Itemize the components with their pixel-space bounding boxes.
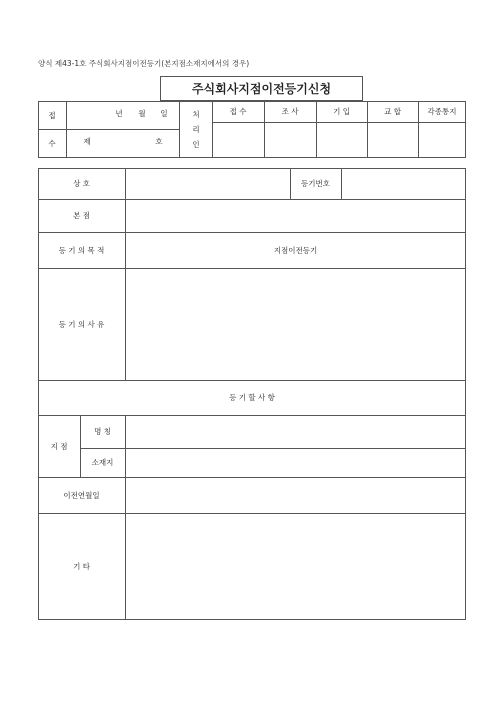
label-branch-name: 명 칭 [94, 427, 111, 436]
receipt-number-je: 제 [83, 136, 91, 146]
label-head-office: 본 점 [73, 211, 90, 220]
receipt-label-su: 수 [48, 139, 56, 148]
other-field[interactable] [126, 514, 465, 619]
receipt-date-day: 일 [160, 108, 168, 118]
label-relocation-date: 이전연월일 [63, 490, 100, 500]
label-branch: 지 점 [50, 441, 68, 451]
form-number-label: 양식 제43-1호 주식회사지점이전등기(본지점소재지에서의 경우) [38, 58, 250, 68]
label-other: 기 타 [73, 562, 90, 571]
receipt-date-month: 월 [138, 108, 146, 118]
registration-number-field[interactable] [342, 169, 465, 199]
col-investigation: 조 사 [281, 107, 299, 116]
trade-name-field[interactable] [126, 169, 290, 199]
branch-name-field[interactable] [126, 416, 465, 448]
handler-label: 처 리 인 [192, 110, 200, 149]
section-registration-matters: 등 기 할 사 항 [229, 393, 275, 402]
page-title: 주식회사지점이전등기신청 [191, 82, 332, 96]
col-notices: 각종통지 [427, 107, 457, 116]
label-branch-location: 소재지 [91, 458, 114, 467]
label-registration-number: 등기번호 [301, 179, 330, 188]
label-registration-cause: 등 기 의 사 유 [58, 319, 105, 329]
value-registration-purpose: 지점이전등기 [273, 245, 318, 255]
label-registration-purpose: 등 기 의 목 적 [58, 245, 105, 255]
registration-cause-field[interactable] [126, 269, 465, 380]
receipt-date-year: 년 [115, 108, 123, 118]
head-office-field[interactable] [126, 200, 465, 232]
col-verification: 교 합 [384, 107, 401, 116]
col-receipt: 접 수 [229, 107, 247, 116]
receipt-number-ho: 호 [155, 136, 163, 146]
receipt-label-jeop: 접 [48, 110, 56, 120]
label-trade-name: 상 호 [73, 179, 90, 188]
col-entry: 기 입 [333, 107, 350, 116]
branch-location-field[interactable] [126, 449, 465, 477]
relocation-date-field[interactable] [126, 478, 465, 513]
